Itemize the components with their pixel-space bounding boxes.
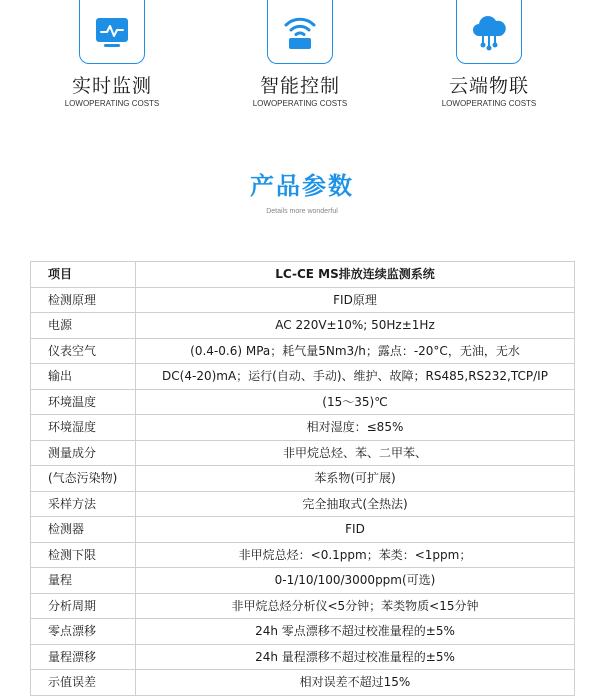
feature-realtime-monitoring	[27, 0, 197, 109]
row-label: 检测器	[31, 517, 136, 543]
row-label: 分析周期	[31, 593, 136, 619]
row-value: 完全抽取式(全热法)	[136, 491, 575, 517]
table-row	[31, 517, 575, 543]
section-subtitle: Details more wonderful	[266, 208, 338, 215]
feature-icon-box	[267, 0, 333, 64]
row-label: 零点漂移	[31, 619, 136, 645]
wifi-control-icon	[280, 12, 320, 52]
feature-cloud-iot	[404, 0, 574, 109]
table-row	[31, 415, 575, 441]
table-row	[31, 389, 575, 415]
row-label: 采样方法	[31, 491, 136, 517]
table-row	[31, 338, 575, 364]
feature-title: 智能控制	[259, 75, 340, 97]
row-value: 24h 量程漂移不超过校准量程的±5%	[136, 644, 575, 670]
header-value: LC-CE MS排放连续监测系统	[136, 262, 575, 288]
row-value: 非甲烷总烃分析仪<5分钟；苯类物质<15分钟	[136, 593, 575, 619]
feature-title: 云端物联	[448, 75, 529, 97]
table-row	[31, 313, 575, 339]
table-row	[31, 644, 575, 670]
row-label: 环境湿度	[31, 415, 136, 441]
feature-subtitle: LOWOPERATING COSTS	[64, 99, 160, 108]
row-value: 苯系物(可扩展)	[136, 466, 575, 492]
row-value: 非甲烷总烃：<0.1ppm；苯类：<1ppm；	[136, 542, 575, 568]
table-row	[31, 619, 575, 645]
row-label: 电源	[31, 313, 136, 339]
row-value: FID原理	[136, 287, 575, 313]
table-row	[31, 670, 575, 696]
features-row	[0, 0, 604, 130]
spec-table	[30, 261, 575, 696]
table-header-row	[31, 262, 575, 288]
feature-subtitle: LOWOPERATING COSTS	[252, 99, 348, 108]
feature-icon-box	[456, 0, 522, 64]
row-label: 环境温度	[31, 389, 136, 415]
row-label: 测量成分	[31, 440, 136, 466]
row-label: (气态污染物)	[31, 466, 136, 492]
row-label: 示值误差	[31, 670, 136, 696]
row-value: AC 220V±10%; 50Hz±1Hz	[136, 313, 575, 339]
row-label: 仪表空气	[31, 338, 136, 364]
row-value: 相对误差不超过15%	[136, 670, 575, 696]
table-row	[31, 364, 575, 390]
row-value: 24h 零点漂移不超过校准量程的±5%	[136, 619, 575, 645]
row-value: DC(4-20)mA；运行(自动、手动)、维护、故障；RS485,RS232,TCP/IP	[136, 364, 575, 390]
row-value: FID	[136, 517, 575, 543]
row-label: 量程漂移	[31, 644, 136, 670]
row-label: 输出	[31, 364, 136, 390]
row-value: 非甲烷总烃、苯、二甲苯、	[136, 440, 575, 466]
row-value: (15～35)℃	[136, 389, 575, 415]
row-value: 相对湿度：≤85%	[136, 415, 575, 441]
table-row	[31, 568, 575, 594]
monitor-icon	[92, 12, 132, 52]
feature-subtitle: LOWOPERATING COSTS	[441, 99, 537, 108]
table-row	[31, 491, 575, 517]
row-label: 量程	[31, 568, 136, 594]
row-value: 0-1/10/100/3000ppm(可选)	[136, 568, 575, 594]
feature-smart-control	[215, 0, 385, 109]
row-label: 检测原理	[31, 287, 136, 313]
header-label: 项目	[31, 262, 136, 288]
table-row	[31, 593, 575, 619]
row-label: 检测下限	[31, 542, 136, 568]
row-value: (0.4-0.6) MPa；耗气量5Nm3/h；露点：-20°C，无油，无水	[136, 338, 575, 364]
table-row	[31, 542, 575, 568]
section-title: 产品参数	[250, 172, 354, 200]
table-row	[31, 287, 575, 313]
feature-title: 实时监测	[71, 75, 152, 97]
table-row	[31, 440, 575, 466]
table-row	[31, 466, 575, 492]
cloud-iot-icon	[469, 12, 509, 52]
feature-icon-box	[79, 0, 145, 64]
